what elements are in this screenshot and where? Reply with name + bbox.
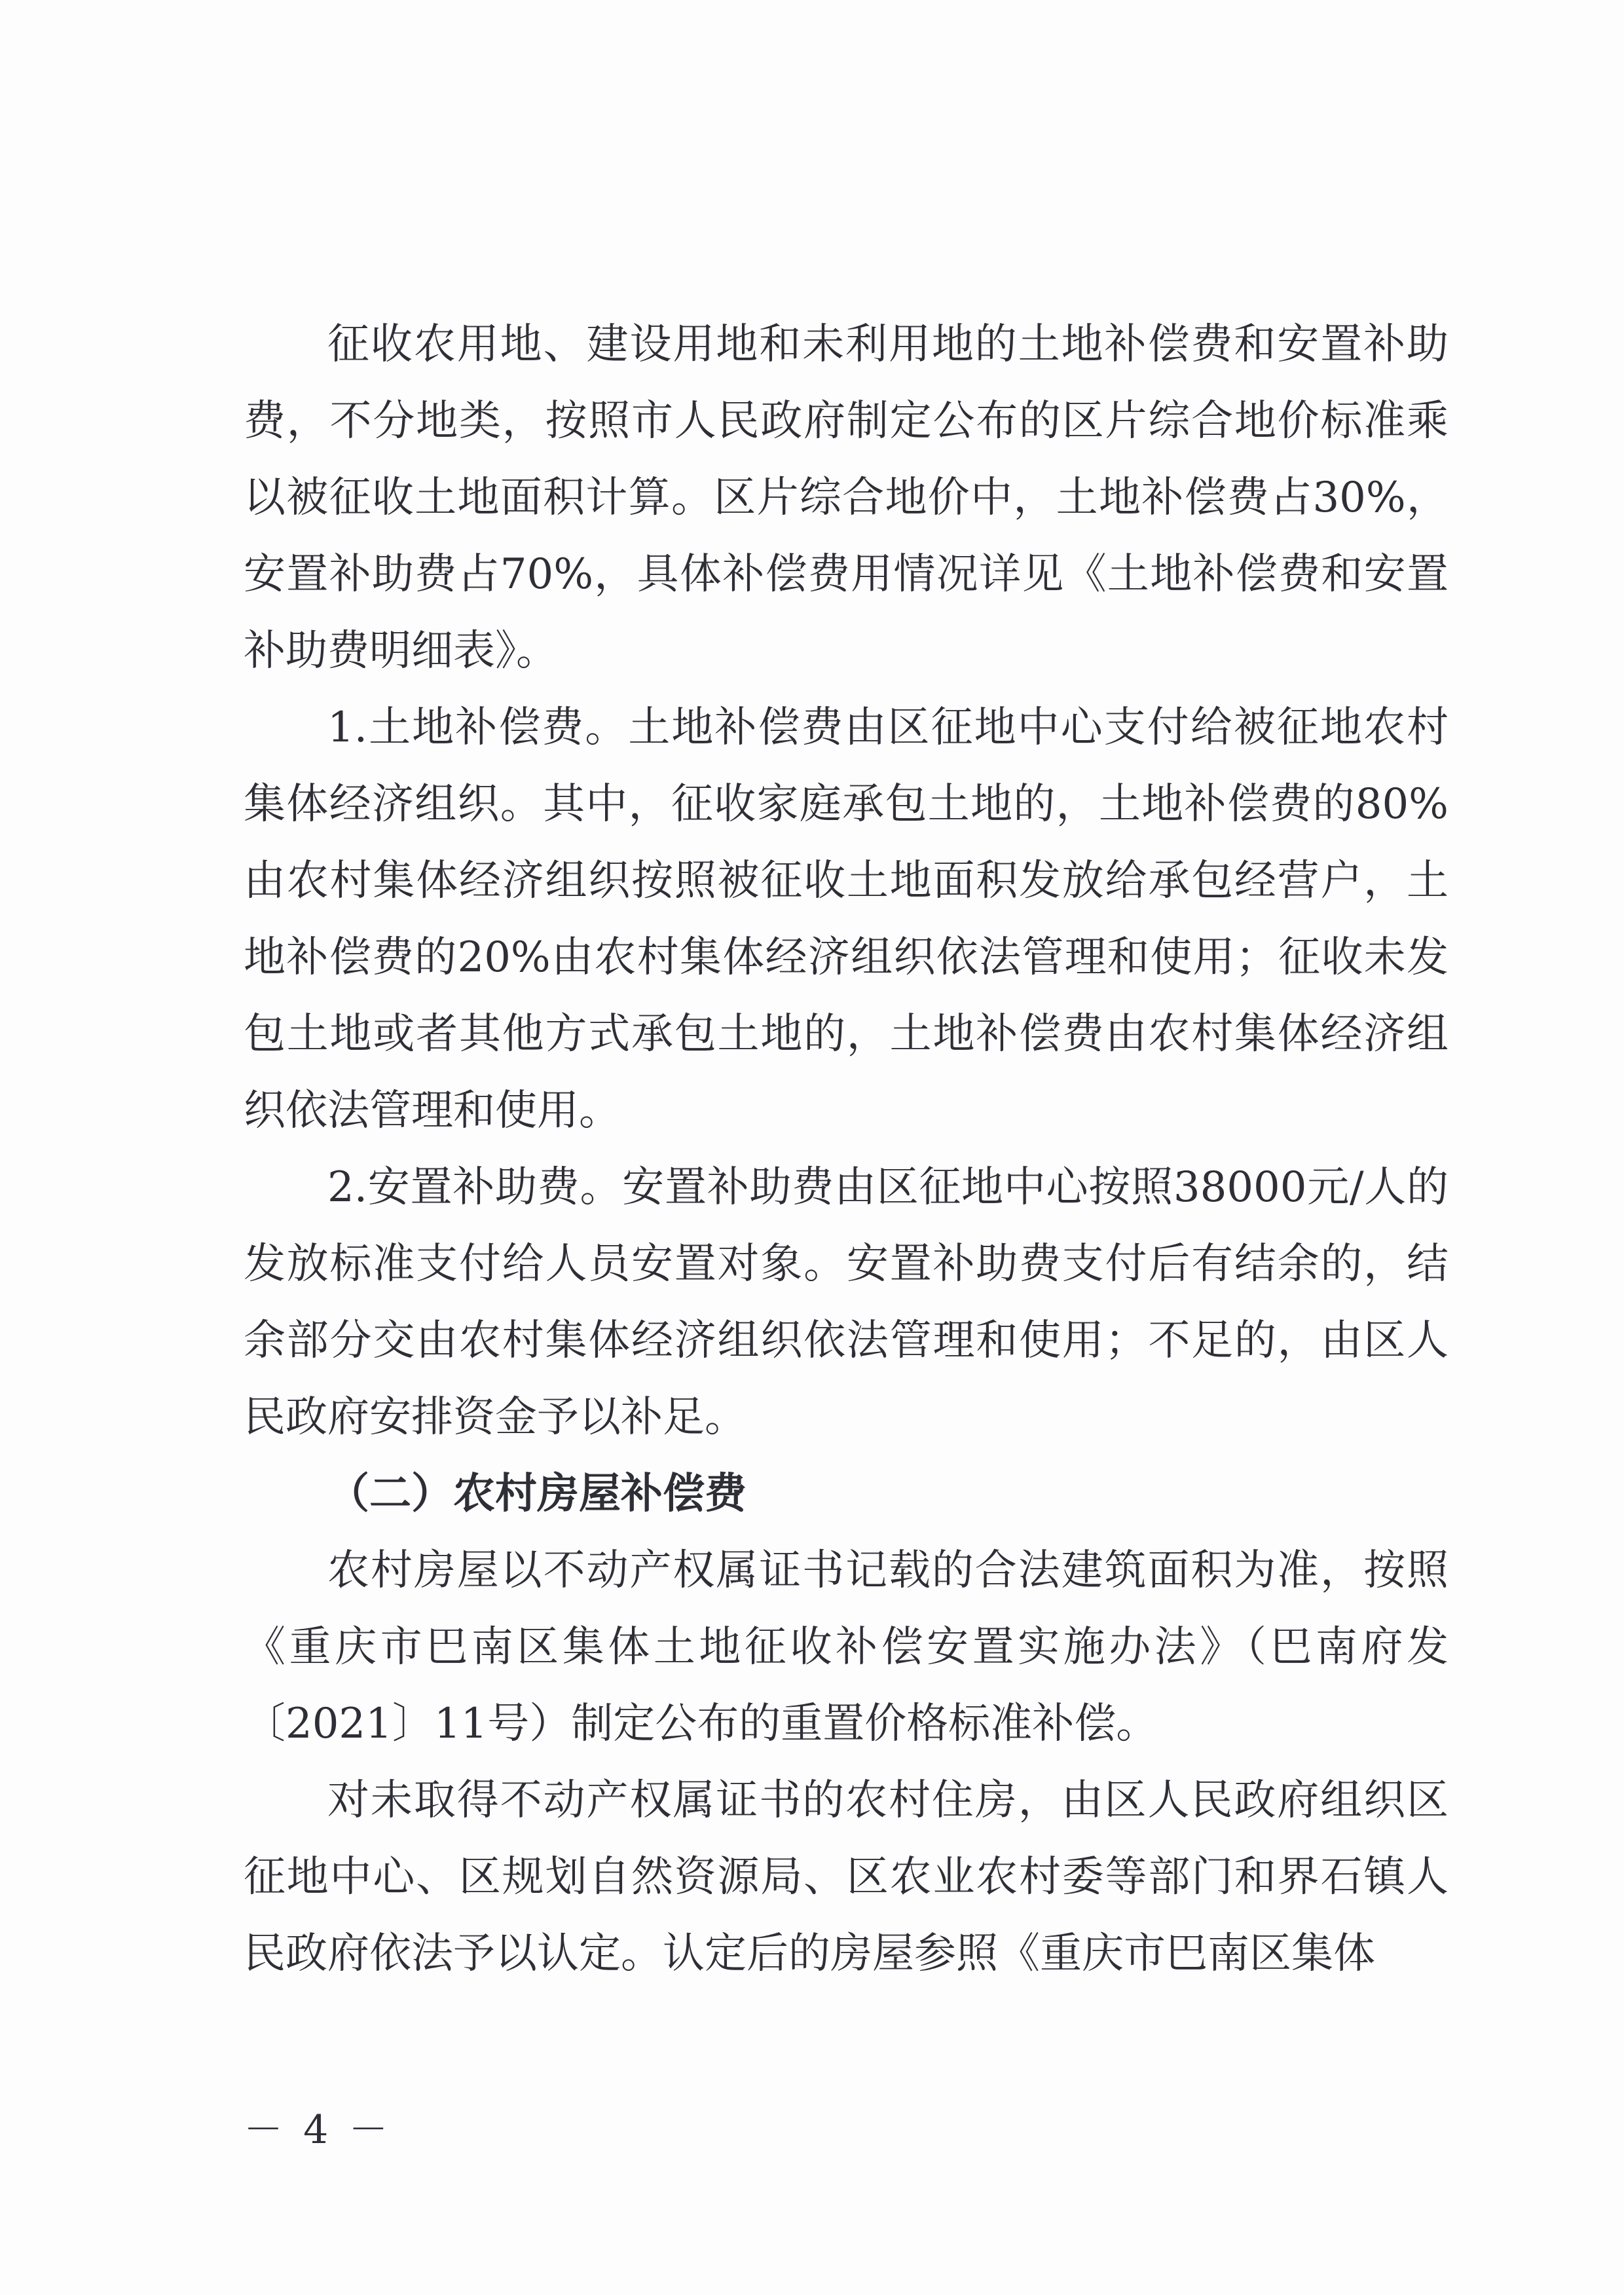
section-heading-rural-housing: （二）农村房屋补偿费	[327, 1470, 747, 1518]
paragraph-land-compensation-overview: 征收农用地、建设用地和未利用地的土地补偿费和安置补助费，不分地类，按照市人民政府制定公布的区片综合地价标准乘以被征收土地面积计算。区片综合地价中，土地补偿费占30%，安置补助费占70%，具体补偿费用情况详见《土地补偿费和安置补助费明细表》。	[244, 320, 1449, 675]
paragraph-rural-housing-compensation: 农村房屋以不动产权属证书记载的合法建筑面积为准，按照《重庆市巴南区集体土地征收补偿安置实施办法》（巴南府发〔2021〕11号）制定公布的重置价格标准补偿。	[244, 1546, 1449, 1748]
paragraph-resettlement-subsidy: 2.安置补助费。安置补助费由区征地中心按照38000元/人的发放标准支付给人员安置对象。安置补助费支付后有结余的，结余部分交由农村集体经济组织依法管理和使用；不足的，由区人民政府安排资金予以补足。	[244, 1163, 1449, 1442]
paragraph-land-compensation-fee: 1.土地补偿费。土地补偿费由区征地中心支付给被征地农村集体经济组织。其中，征收家庭承包土地的，土地补偿费的80%由农村集体经济组织按照被征收土地面积发放给承包经营户，土地补偿费的20%由农村集体经济组织依法管理和使用；征收未发包土地或者其他方式承包土地的，土地补偿费由农村集体经济组织依法管理和使用。	[244, 703, 1449, 1135]
page-number: － 4 －	[244, 2107, 392, 2153]
document-body	[244, 307, 1449, 1992]
paragraph-unregistered-housing: 对未取得不动产权属证书的农村住房，由区人民政府组织区征地中心、区规划自然资源局、区农业农村委等部门和界石镇人民政府依法予以认定。认定后的房屋参照《重庆市巴南区集体	[244, 1776, 1449, 1978]
